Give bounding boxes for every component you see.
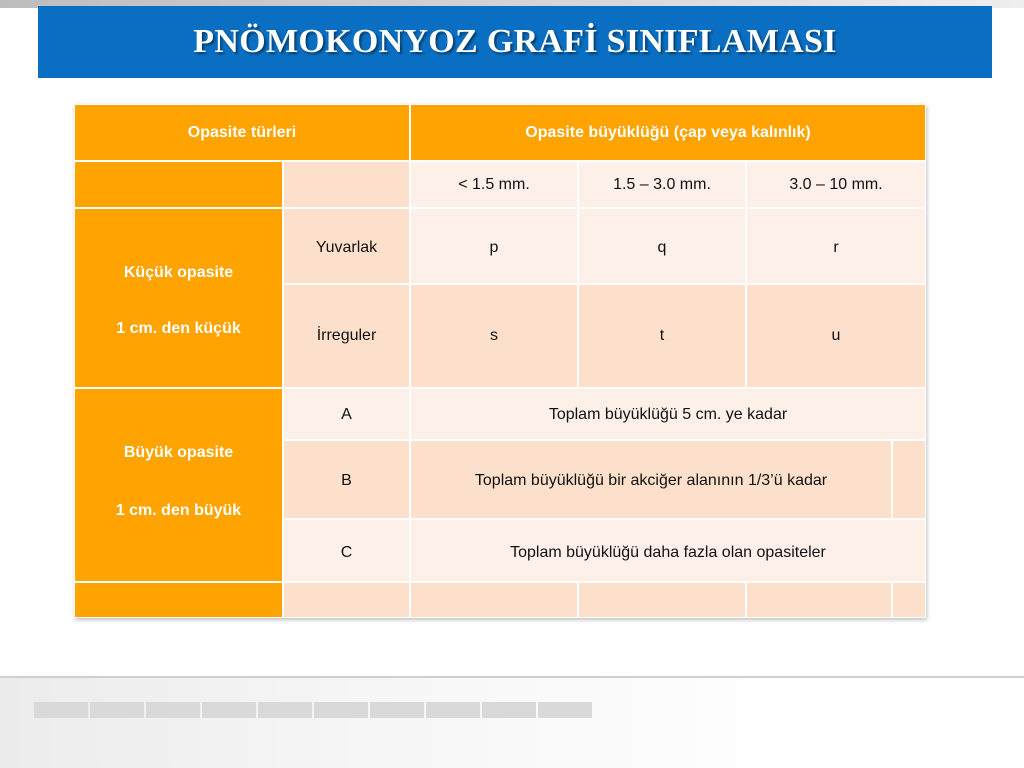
bottom-empty-cell <box>746 582 892 618</box>
large-description-b <box>410 440 892 519</box>
large-code-b <box>283 440 410 519</box>
footer-band <box>0 678 1024 768</box>
size-column-label: 1.5 – 3.0 mm. <box>613 175 711 193</box>
footer-block <box>538 702 592 718</box>
code-cell-p <box>410 208 578 284</box>
code-cell-t <box>578 284 746 388</box>
large-description-text: Toplam büyüklüğü 5 cm. ye kadar <box>548 406 788 423</box>
classification-table <box>74 104 926 618</box>
shape-irregular <box>283 284 410 388</box>
large-description-text: Toplam büyüklüğü daha fazla olan opasiteler <box>510 544 826 561</box>
title-bar <box>38 6 992 78</box>
large-extra-cell-b <box>892 440 926 519</box>
small-opacity-subtitle: 1 cm. den küçük <box>116 320 241 337</box>
subheader-blank-cell <box>283 161 410 208</box>
bottom-empty-cell <box>892 582 926 618</box>
size-column-lt-1-5 <box>410 161 578 208</box>
large-code-a <box>283 388 410 440</box>
bottom-empty-cell <box>578 582 746 618</box>
small-opacity-title: Küçük opasite <box>123 264 234 281</box>
code-value: s <box>490 327 498 344</box>
size-column-1-5-3-0 <box>578 161 746 208</box>
subheader-empty-cell <box>74 161 283 208</box>
size-column-label: 3.0 – 10 mm. <box>789 175 883 193</box>
large-code-label: B <box>341 472 352 489</box>
large-opacity-title: Büyük opasite <box>123 444 234 461</box>
footer-decorative-blocks <box>34 702 594 718</box>
shape-round <box>283 208 410 284</box>
large-description-a <box>410 388 926 440</box>
footer-block <box>426 702 480 718</box>
large-code-label: A <box>341 406 352 423</box>
header-opacity-size-label: Opasite büyüklüğü (çap veya kalınlık) <box>525 123 811 141</box>
header-opacity-size <box>410 104 926 161</box>
header-opacity-types-label: Opasite türleri <box>187 123 297 141</box>
footer-block <box>34 702 88 718</box>
code-cell-r <box>746 208 926 284</box>
bottom-empty-cell <box>74 582 283 618</box>
slide-title: PNÖMOKONYOZ GRAFİ SINIFLAMASI <box>193 23 837 60</box>
code-value: t <box>659 327 665 344</box>
bottom-empty-cell <box>410 582 578 618</box>
shape-label: Yuvarlak <box>315 239 378 256</box>
large-description-text: Toplam büyüklüğü bir akciğer alanının 1/3’ü kadar <box>474 472 828 489</box>
footer-block <box>146 702 200 718</box>
footer-block <box>370 702 424 718</box>
code-value: r <box>833 239 839 256</box>
footer-block <box>90 702 144 718</box>
large-code-label: C <box>340 544 353 561</box>
large-opacity-subtitle: 1 cm. den büyük <box>115 502 242 519</box>
large-code-c <box>283 519 410 582</box>
shape-label: İrreguler <box>316 327 377 344</box>
size-column-label: < 1.5 mm. <box>458 175 530 193</box>
code-value: q <box>657 239 667 256</box>
code-value: u <box>831 327 841 344</box>
bottom-empty-cell <box>283 582 410 618</box>
size-column-3-0-10 <box>746 161 926 208</box>
large-description-c <box>410 519 926 582</box>
header-opacity-types <box>74 104 410 161</box>
code-cell-u <box>746 284 926 388</box>
code-value: p <box>489 239 499 256</box>
code-cell-s <box>410 284 578 388</box>
small-opacity-label <box>74 208 283 388</box>
code-cell-q <box>578 208 746 284</box>
footer-block <box>202 702 256 718</box>
footer-block <box>482 702 536 718</box>
footer-block <box>314 702 368 718</box>
footer-block <box>258 702 312 718</box>
large-opacity-label <box>74 388 283 582</box>
